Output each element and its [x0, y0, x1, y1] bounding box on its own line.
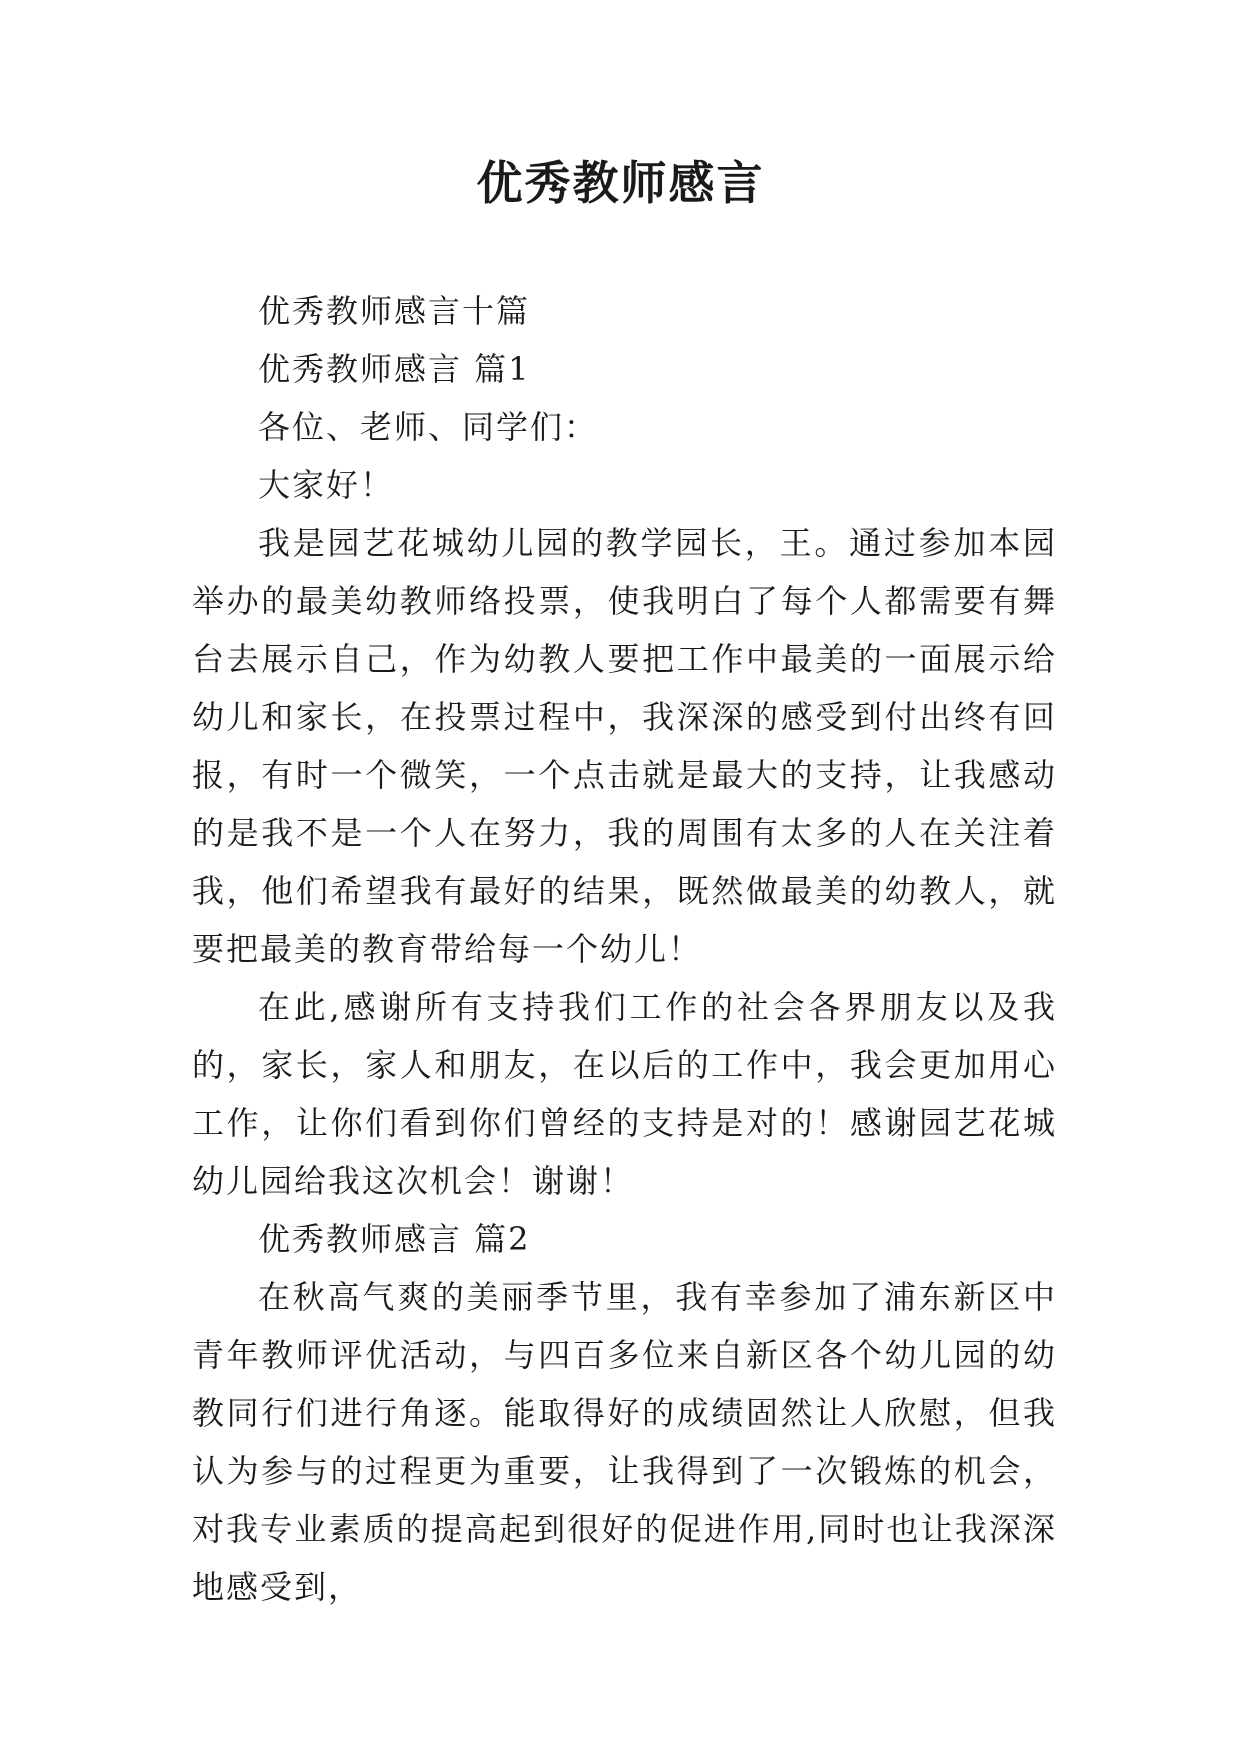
paragraph-body: 我是园艺花城幼儿园的教学园长，王。通过参加本园举办的最美幼教师络投票，使我明白了每个人都需要有舞台去展示自己，作为幼教人要把工作中最美的一面展示给幼儿和家长，在投票过程中，我深深的感受到付出终有回报，有时一个微笑，一个点击就是最大的支持，让我感动的是我不是一个人在努力，我的周围有太多的人在关注着我，他们希望我有最好的结果，既然做最美的幼教人，就要把最美的教育带给每一个幼儿！: [192, 524, 1057, 968]
paragraph-body: 在此,感谢所有支持我们工作的社会各界朋友以及我的，家长，家人和朋友，在以后的工作中，我会更加用心工作，让你们看到你们曾经的支持是对的！感谢园艺花城幼儿园给我这次机会！谢谢！: [192, 988, 1057, 1200]
document-body: [192, 282, 1057, 1616]
paragraph-section-heading-2: 优秀教师感言 篇2: [258, 1220, 531, 1258]
document-title: 优秀教师感言: [476, 156, 765, 210]
paragraph-section-heading-1: 优秀教师感言 篇1: [258, 350, 531, 388]
paragraph-body: 在秋高气爽的美丽季节里，我有幸参加了浦东新区中青年教师评优活动，与四百多位来自新区各个幼儿园的幼教同行们进行角逐。能取得好的成绩固然让人欣慰，但我认为参与的过程更为重要，让我得到了一次锻炼的机会，对我专业素质的提高起到很好的促进作用,同时也让我深深地感受到，: [192, 1278, 1057, 1606]
paragraph-greeting: 大家好！: [258, 466, 395, 504]
paragraph-subtitle: 优秀教师感言十篇: [258, 292, 531, 330]
paragraph-salutation: 各位、老师、同学们：: [258, 408, 599, 446]
